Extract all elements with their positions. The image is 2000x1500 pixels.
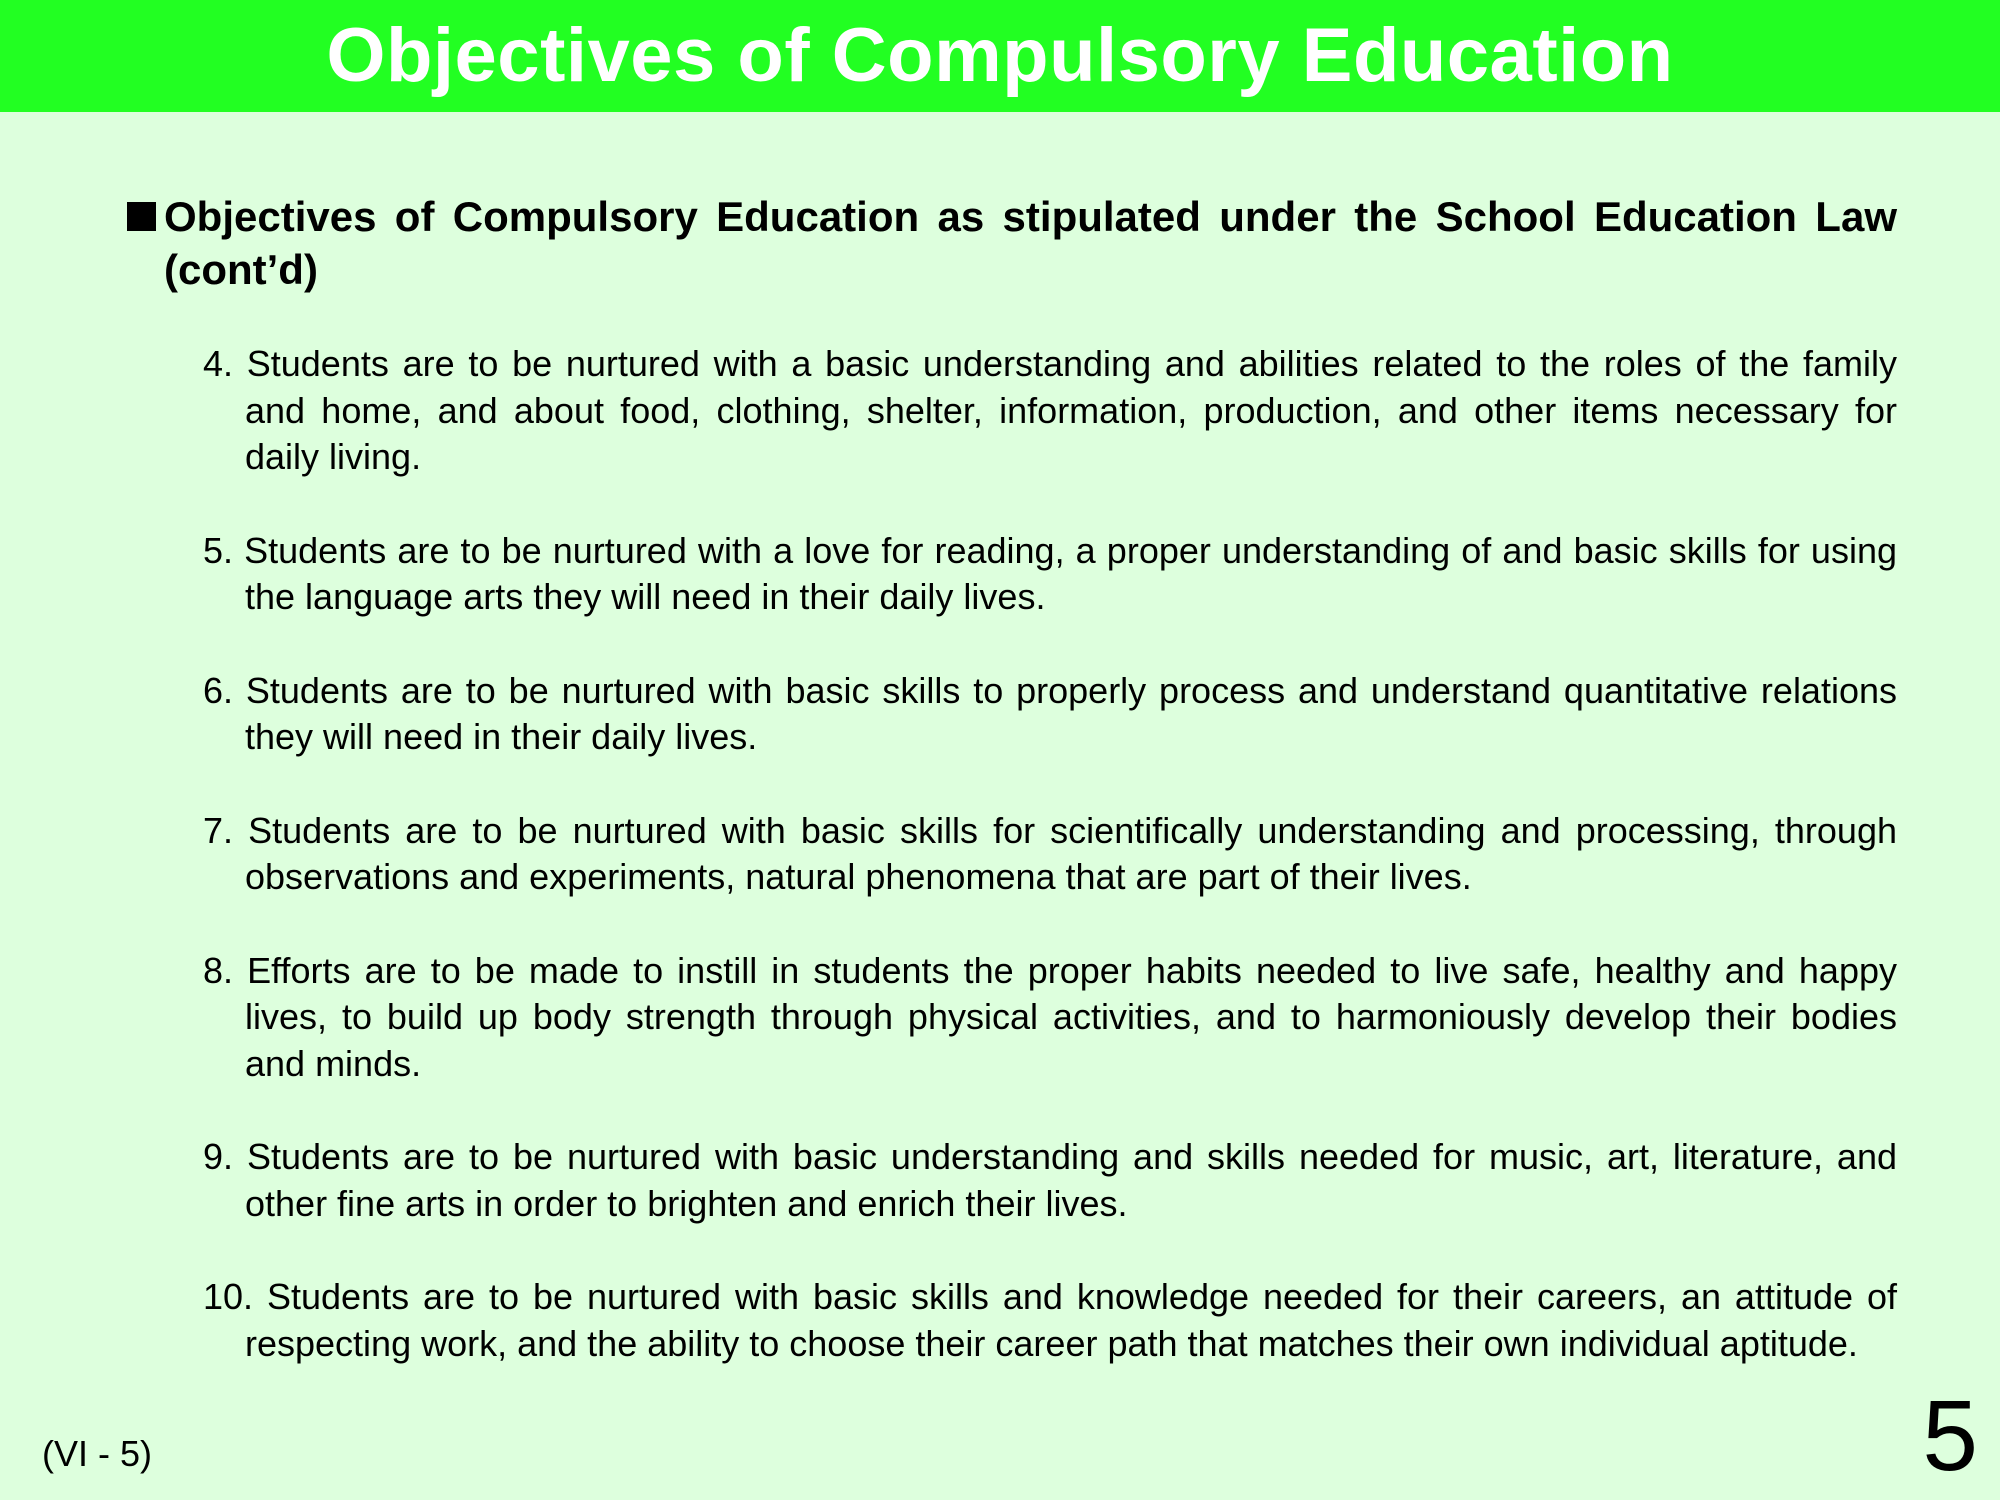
section-heading xyxy=(127,190,1897,296)
list-item: 4. Students are to be nurtured with a basic understanding and abilities related to the roles of the family and home, and about food, clothing, shelter, information, production, and other items necessary for daily living. xyxy=(203,343,1897,477)
list-item: 9. Students are to be nurtured with basic understanding and skills needed for music, art, literature, and other fine arts in order to brighten and enrich their lives. xyxy=(203,1136,1897,1224)
section-heading-text: Objectives of Compulsory Education as stipulated under the School Education Law (cont’d) xyxy=(164,193,1897,293)
square-bullet-icon xyxy=(127,202,156,231)
slide-reference: (VI - 5) xyxy=(42,1433,153,1474)
title-bar xyxy=(0,0,2000,112)
list-item: 5. Students are to be nurtured with a love for reading, a proper understanding of and basic skills for using the language arts they will need in their daily lives. xyxy=(203,529,1897,617)
objectives-list xyxy=(203,341,1897,1367)
list-item: 10. Students are to be nurtured with basic skills and knowledge needed for their careers, an attitude of respecting work, and the ability to choose their career path that matches their own individual aptitude. xyxy=(203,1276,1897,1364)
list-item: 7. Students are to be nurtured with basic skills for scientifically understanding and processing, through observations and experiments, natural phenomena that are part of their lives. xyxy=(203,809,1897,897)
page-number: 5 xyxy=(1922,1380,1978,1492)
slide-title: Objectives of Compulsory Education xyxy=(326,13,1674,98)
list-item: 8. Efforts are to be made to instill in students the proper habits needed to live safe, healthy and happy lives, to build up body strength through physical activities, and to harmoniously develop their bodies and minds. xyxy=(203,949,1897,1084)
list-item: 6. Students are to be nurtured with basic skills to properly process and understand quantitative relations they will need in their daily lives. xyxy=(203,669,1897,757)
